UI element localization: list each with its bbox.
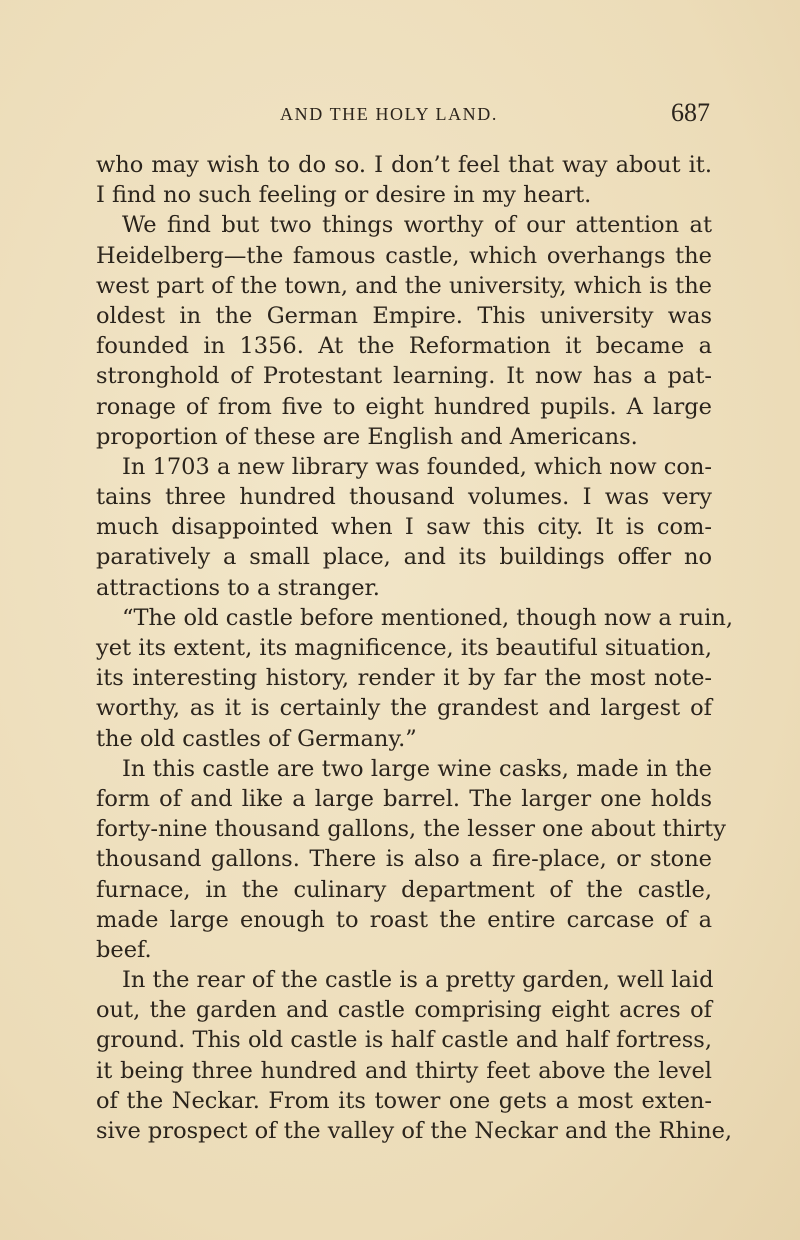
text-line: In the rear of the castle is a pretty garden, well laid — [122, 967, 714, 994]
text-line: out, the garden and castle comprising eight acres of — [96, 997, 712, 1024]
text-line: oldest in the German Empire. This university was — [96, 302, 712, 329]
text-line: made large enough to roast the entire carcase of a — [96, 906, 712, 933]
text-line: beef. — [96, 936, 152, 963]
text-line: We find but two things worthy of our attention at — [122, 212, 712, 239]
text-line: it being three hundred and thirty feet above the level — [96, 1057, 712, 1084]
text-line: much disappointed when I saw this city. It is com- — [96, 514, 712, 541]
text-line: thousand gallons. There is also a fire-place, or stone — [96, 846, 712, 873]
text-line: form of and like a large barrel. The larger one holds — [96, 785, 712, 812]
text-line: Heidelberg—the famous castle, which overhangs the — [96, 242, 712, 269]
text-line: yet its extent, its magnificence, its beautiful situation, — [96, 635, 712, 661]
text-line: furnace, in the culinary department of the castle, — [96, 876, 712, 903]
text-line: its interesting history, render it by far the most note- — [96, 665, 712, 692]
text-line: forty-nine thousand gallons, the lesser one about thirty — [96, 816, 726, 843]
text-line: “The old castle before mentioned, though now a ruin, — [122, 604, 734, 631]
text-line: I find no such feeling or desire in my heart. — [96, 182, 592, 209]
text-line: who may wish to do so. I don’t feel that way about it. — [96, 152, 712, 178]
text-line: attractions to a stranger. — [96, 574, 380, 601]
text-line: of the Neckar. From its tower one gets a most exten- — [96, 1087, 712, 1114]
running-head: AND THE HOLY LAND. — [280, 104, 498, 124]
text-line: tains three hundred thousand volumes. I was very — [96, 484, 712, 511]
text-line: ground. This old castle is half castle and half fortress, — [96, 1027, 712, 1054]
text-line: sive prospect of the valley of the Neckar and the Rhine, — [96, 1118, 733, 1144]
text-line: In 1703 a new library was founded, which now con- — [122, 453, 712, 480]
page-header — [280, 98, 710, 138]
text-line: worthy, as it is certainly the grandest and largest of — [96, 695, 712, 722]
body-text — [96, 150, 734, 1146]
page-number: 687 — [671, 98, 710, 127]
text-line: ronage of from five to eight hundred pupils. A large — [96, 393, 712, 420]
text-line: stronghold of Protestant learning. It now has a pat- — [96, 363, 712, 390]
text-line: the old castles of Germany.” — [96, 725, 417, 752]
text-line: founded in 1356. At the Reformation it became a — [96, 333, 712, 360]
text-line: proportion of these are English and Americans. — [96, 423, 638, 450]
text-line: west part of the town, and the university, which is the — [96, 272, 712, 299]
text-line: paratively a small place, and its buildings offer no — [96, 544, 712, 571]
text-line: In this castle are two large wine casks, made in the — [122, 755, 712, 782]
